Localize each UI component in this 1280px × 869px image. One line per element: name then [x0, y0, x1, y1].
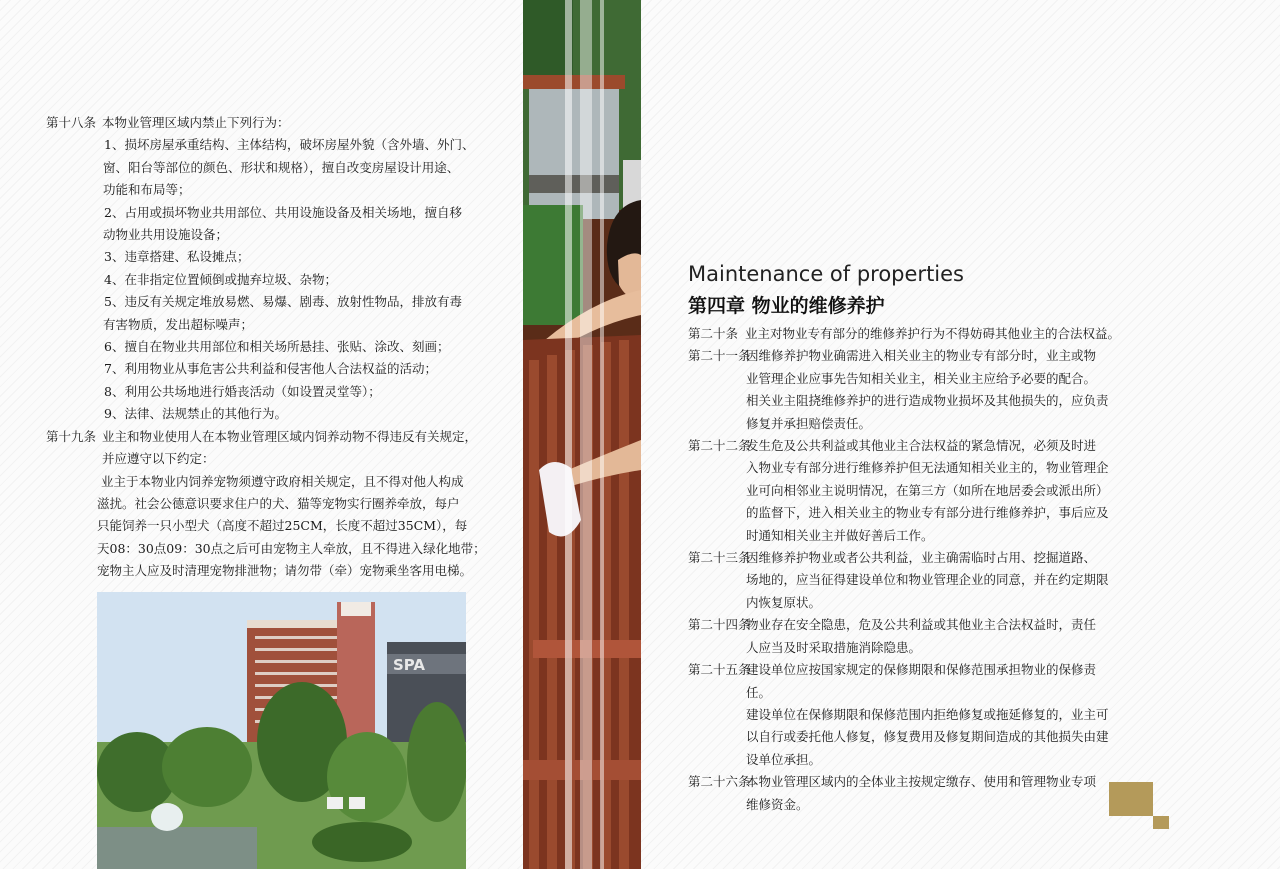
article-21-line: 相关业主阻挠维修养护的进行造成物业损坏及其他损失的，应负责	[746, 393, 1109, 409]
article-24-line: 人应当及时采取措施消除隐患。	[746, 639, 922, 655]
article-26	[688, 771, 1128, 816]
bench-cleaning-photo	[523, 0, 641, 869]
list-item-cont: 有害物质，发出超标噪声；	[103, 316, 254, 332]
article-25-line: 设单位承担。	[746, 751, 822, 767]
article-23-line: 因维修养护物业或者公共利益，业主确需临时占用、挖掘道路、	[746, 550, 1097, 566]
article-23-line: 内恢复原状。	[746, 594, 822, 610]
chapter-title-en: Maintenance of properties	[688, 262, 964, 286]
article-25-line: 以自行或委托他人修复，修复费用及修复期间造成的其他损失由建	[746, 729, 1109, 745]
list-item: 1、损坏房屋承重结构、主体结构，破坏房屋外貌（含外墙、外门、	[104, 137, 475, 153]
article-22	[688, 435, 1128, 547]
article-21-line: 业管理企业应事先告知相关业主，相关业主应给予必要的配合。	[746, 370, 1097, 386]
article-22-line: 入物业专有部分进行维修养护但无法通知相关业主的，物业管理企	[746, 460, 1109, 476]
article-24-label: 第二十四条	[688, 617, 751, 633]
article-18-label: 第十八条	[46, 115, 97, 130]
article-21	[688, 345, 1128, 435]
article-22-line: 时通知相关业主并做好善后工作。	[746, 527, 934, 543]
bench-cleaning-illustration	[523, 0, 641, 869]
right-text-block	[688, 323, 1128, 816]
article-20-label: 第二十条	[688, 326, 739, 341]
list-item-cont: 窗、阳台等部位的颜色、形状和规格），擅自改变房屋设计用途、	[103, 159, 460, 175]
list-item: 8、利用公共场地进行婚丧活动（如设置灵堂等）；	[104, 383, 381, 399]
article-19-line: 并应遵守以下约定：	[102, 451, 215, 467]
article-26-line: 本物业管理区域内的全体业主按规定缴存、使用和管理物业专项	[746, 774, 1097, 790]
article-25-line: 建设单位应按国家规定的保修期限和保修范围承担物业的保修责	[746, 662, 1097, 678]
article-24	[688, 614, 1128, 659]
list-item: 2、占用或损坏物业共用部位、共用设施设备及相关场地，擅自移	[104, 204, 462, 220]
article-24-line: 物业存在安全隐患，危及公共利益或其他业主合法权益时，责任	[746, 617, 1097, 633]
article-23-label: 第二十三条	[688, 550, 751, 566]
decorative-square-large	[1109, 782, 1153, 816]
building-sign-text: SPA	[393, 656, 426, 674]
list-item: 4、在非指定位置倾倒或抛弃垃圾、杂物；	[104, 271, 337, 287]
left-page	[0, 0, 523, 869]
article-25-label: 第二十五条	[688, 662, 751, 678]
list-item: 5、违反有关规定堆放易燃、易爆、剧毒、放射性物品，排放有毒	[104, 294, 462, 310]
article-20	[688, 323, 1128, 345]
residential-buildings-photo	[97, 592, 466, 869]
article-20-line: 业主对物业专有部分的维修养护行为不得妨碍其他业主的合法权益。	[745, 326, 1121, 341]
list-item: 6、擅自在物业共用部位和相关场所悬挂、张贴、涂改、刻画；	[104, 339, 450, 355]
article-23-line: 场地的，应当征得建设单位和物业管理企业的同意，并在约定期限	[746, 572, 1109, 588]
article-18	[46, 112, 486, 426]
list-item: 7、利用物业从事危害公共利益和侵害他人合法权益的活动；	[104, 361, 437, 377]
article-25-line: 任。	[746, 684, 772, 700]
pet-rule-line: 滋扰。社会公德意识要求住户的犬、猫等宠物实行圈养牵放，每户	[97, 495, 460, 511]
decorative-square-small	[1153, 816, 1169, 829]
article-19-line: 业主和物业使用人在本物业管理区域内饲养动物不得违反有关规定，	[102, 428, 478, 444]
pet-rule-line: 宠物主人应及时清理宠物排泄物；请勿带（牵）宠物乘坐客用电梯。	[97, 563, 473, 579]
left-text-block	[46, 112, 486, 583]
list-item: 3、违章搭建、私设摊点；	[104, 249, 250, 265]
article-22-line: 的监督下，进入相关业主的物业专有部分进行维修养护，事后应及	[746, 505, 1109, 521]
article-22-line: 业可向相邻业主说明情况，在第三方（如所在地居委会或派出所）	[746, 482, 1109, 498]
list-item-cont: 功能和布局等；	[103, 182, 191, 198]
article-23	[688, 547, 1128, 614]
list-item: 9、法律、法规禁止的其他行为。	[104, 406, 287, 422]
article-25-line: 建设单位在保修期限和保修范围内拒绝修复或拖延修复的，业主可	[746, 706, 1109, 722]
pet-rule-line: 业主于本物业内饲养宠物须遵守政府相关规定，且不得对他人构成	[101, 473, 464, 489]
pet-rule-line: 天08：30点09：30点之后可由宠物主人牵放，且不得进入绿化地带；	[97, 540, 486, 556]
list-item-cont: 动物业共用设施设备；	[103, 227, 229, 243]
article-19	[46, 426, 486, 583]
article-18-intro: 本物业管理区域内禁止下列行为：	[102, 115, 290, 130]
article-21-label: 第二十一条	[688, 348, 751, 364]
article-21-line: 因维修养护物业确需进入相关业主的物业专有部分时，业主或物	[746, 348, 1097, 364]
article-21-line: 修复并承担赔偿责任。	[746, 415, 872, 431]
article-25	[688, 659, 1128, 771]
article-22-line: 发生危及公共利益或其他业主合法权益的紧急情况，必须及时进	[746, 438, 1097, 454]
article-22-label: 第二十二条	[688, 438, 751, 454]
article-26-line: 维修资金。	[746, 796, 809, 812]
chapter-title-zh: 第四章 物业的维修养护	[688, 295, 885, 317]
pet-rule-line: 只能饲养一只小型犬（高度不超过25CM，长度不超过35CM），每	[97, 518, 468, 534]
article-26-label: 第二十六条	[688, 774, 751, 790]
article-19-label: 第十九条	[46, 428, 97, 444]
buildings-illustration	[97, 592, 466, 869]
